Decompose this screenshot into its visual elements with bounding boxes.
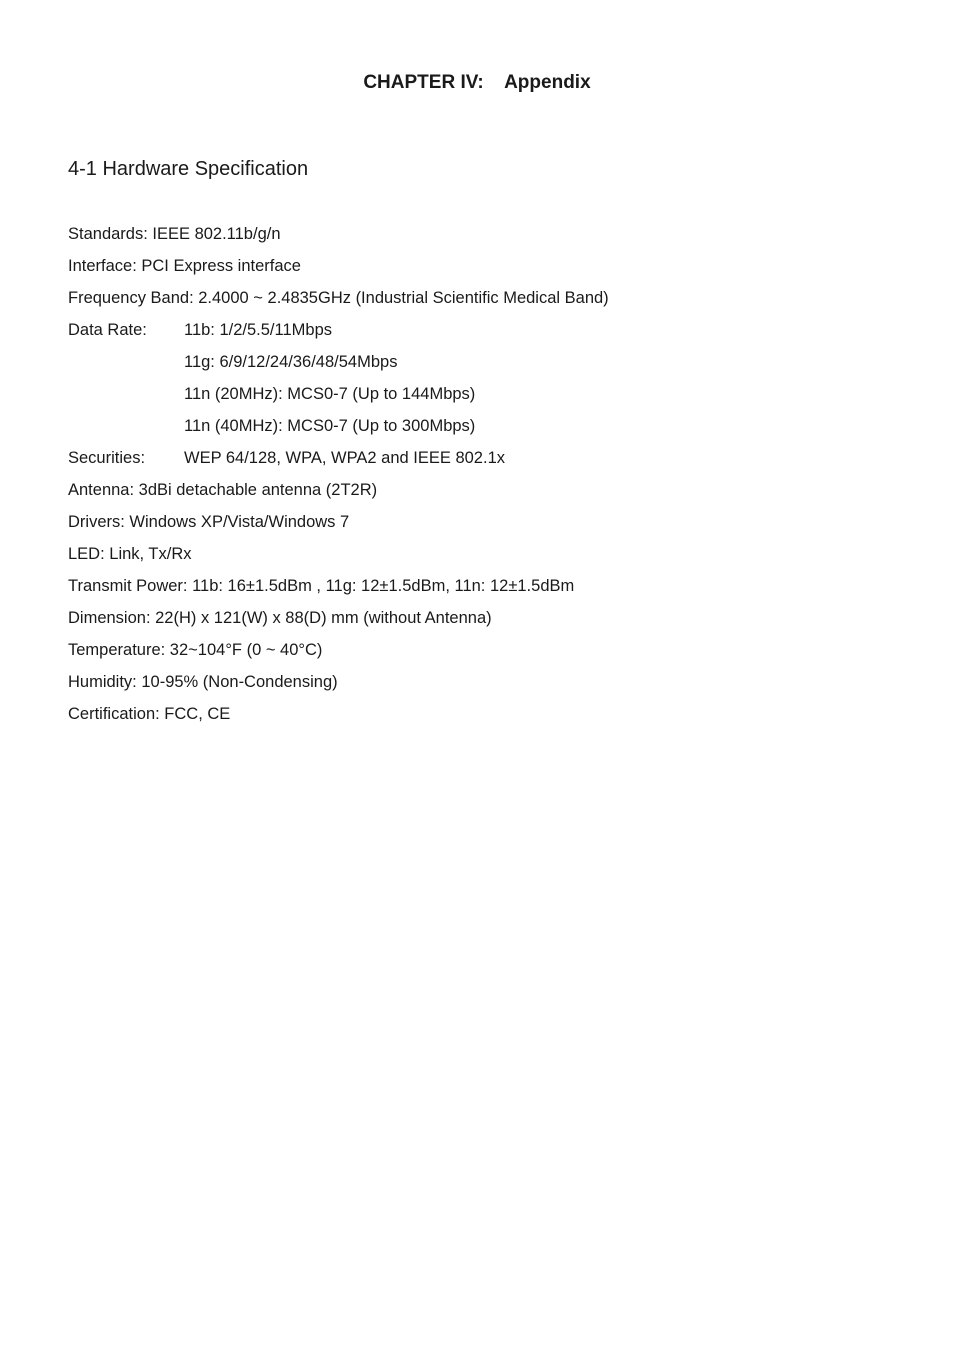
spec-led-text: LED: Link, Tx/Rx [68,545,192,563]
spec-humidity [68,668,888,700]
spec-data-rate-label: Data Rate: [68,321,147,339]
spec-temperature-text: Temperature: 32~104°F (0 ~ 40°C) [68,641,323,659]
section-heading: 4-1 Hardware Specification [68,158,309,180]
spec-data-rate [68,316,888,348]
chapter-title: CHAPTER IV: Appendix [363,72,591,93]
spec-data-rate-continuation [68,348,888,380]
spec-data-rate-continuation [68,380,888,412]
spec-data-rate-value: 11n (40MHz): MCS0-7 (Up to 300Mbps) [184,417,476,435]
spec-transmit-power [68,572,888,604]
spec-drivers [68,508,888,540]
spec-transmit-power-text: Transmit Power: 11b: 16±1.5dBm , 11g: 12±1.5dBm, 11n: 12±1.5dBm [68,577,575,595]
spec-led [68,540,888,572]
spec-standards-text: Standards: IEEE 802.11b/g/n [68,225,281,243]
spec-antenna [68,476,888,508]
spec-frequency-text: Frequency Band: 2.4000 ~ 2.4835GHz (Industrial Scientific Medical Band) [68,289,609,307]
spec-standards [68,220,888,252]
spec-frequency [68,284,888,316]
spec-securities [68,444,888,476]
spec-data-rate-value: 11g: 6/9/12/24/36/48/54Mbps [184,353,398,371]
spec-drivers-text: Drivers: Windows XP/Vista/Windows 7 [68,513,350,531]
spec-dimension-text: Dimension: 22(H) x 121(W) x 88(D) mm (without Antenna) [68,609,492,627]
spec-certification [68,700,888,732]
spec-certification-text: Certification: FCC, CE [68,705,231,723]
spec-data-rate-value: 11n (20MHz): MCS0-7 (Up to 144Mbps) [184,385,476,403]
spec-temperature [68,636,888,668]
spec-dimension [68,604,888,636]
spec-antenna-text: Antenna: 3dBi detachable antenna (2T2R) [68,481,378,499]
spec-securities-label: Securities: [68,449,146,467]
spec-securities-value: WEP 64/128, WPA, WPA2 and IEEE 802.1x [184,449,505,467]
spec-data-rate-continuation [68,412,888,444]
spec-data-rate-value: 11b: 1/2/5.5/11Mbps [184,321,332,339]
spec-interface-text: Interface: PCI Express interface [68,257,301,275]
spec-humidity-text: Humidity: 10-95% (Non-Condensing) [68,673,338,691]
spec-interface [68,252,888,284]
spec-list [68,220,888,732]
